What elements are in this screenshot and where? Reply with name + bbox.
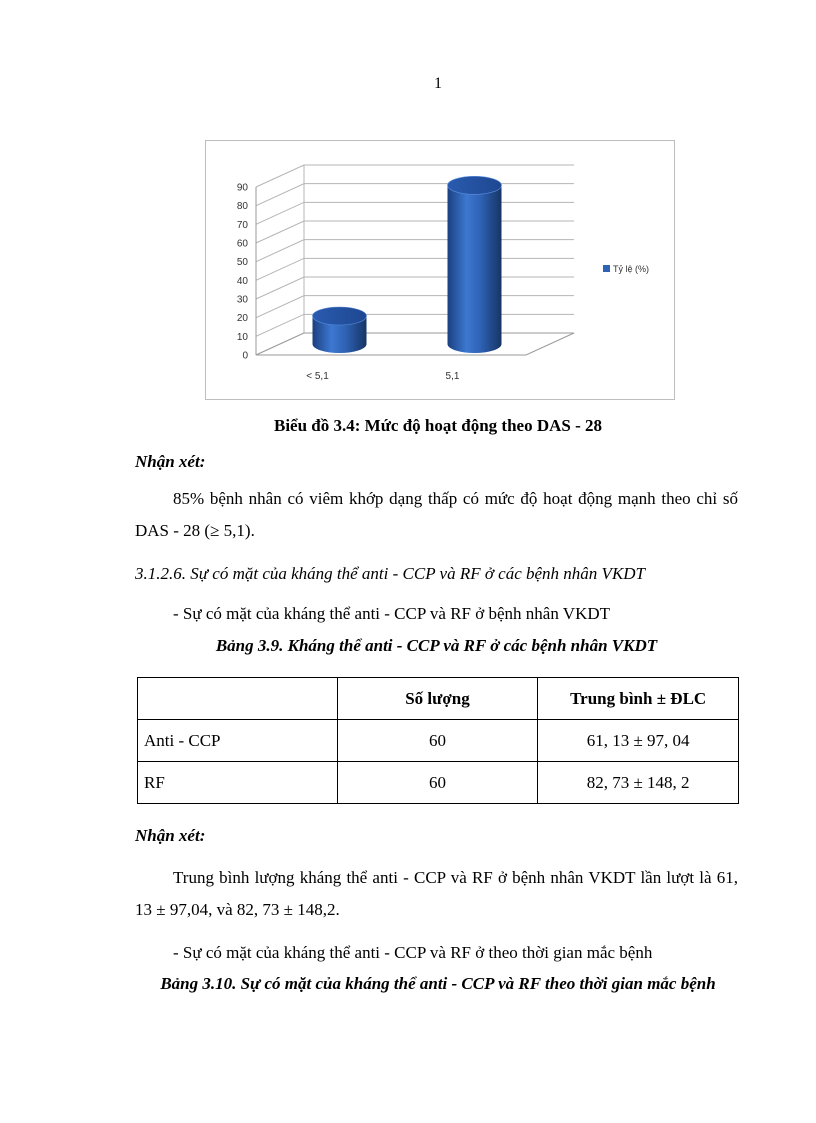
y-tick-label: 10 <box>236 331 248 343</box>
section-heading: 3.1.2.6. Sự có mặt của kháng thể anti - CCP và RF ở các bệnh nhân VKDT <box>135 564 646 583</box>
remark-label: Nhận xét: <box>135 826 206 845</box>
legend-label: Tỷ lệ (%) <box>613 264 649 274</box>
table-caption: Bảng 3.9. Kháng thể anti - CCP và RF ở các bệnh nhân VKDT <box>215 636 658 655</box>
y-tick-label: 80 <box>236 201 248 213</box>
y-tick-label: 20 <box>236 313 248 325</box>
legend-swatch <box>603 265 610 272</box>
table-cell: Anti - CCP <box>138 720 338 762</box>
table-cell: 61, 13 ± 97, 04 <box>538 720 739 762</box>
bar-cylinder-top <box>448 176 502 194</box>
y-tick-label: 30 <box>236 294 248 306</box>
x-category-label: 5,1 <box>445 371 460 382</box>
table-cell: 60 <box>337 762 538 804</box>
y-tick-label: 90 <box>236 182 248 194</box>
remark-label: Nhận xét: <box>135 452 206 471</box>
y-tick-label: 0 <box>242 350 248 362</box>
chart-canvas <box>206 141 674 399</box>
x-category-label: < 5,1 <box>306 371 329 382</box>
bar-cylinder <box>448 185 502 353</box>
bullet-text: - Sự có mặt của kháng thể anti - CCP và RF ở bệnh nhân VKDT <box>173 604 611 623</box>
bar-chart <box>205 140 675 400</box>
bar-cylinder-top <box>313 307 367 325</box>
table-header-cell: Số lượng <box>337 678 538 720</box>
chart-floor <box>256 333 574 355</box>
y-tick-label: 40 <box>236 275 248 287</box>
table-cell: RF <box>138 762 338 804</box>
table-cell: 60 <box>337 720 538 762</box>
remark-text: Trung bình lượng kháng thể anti - CCP và RF ở bệnh nhân VKDT lần lượt là 61, 13 ± 97,04, và 82, 73 ± 148,2. <box>135 868 738 919</box>
y-tick-label: 60 <box>236 238 248 250</box>
table-header-cell <box>138 678 338 720</box>
remark-text: 85% bệnh nhân có viêm khớp dạng thấp có mức độ hoạt động mạnh theo chỉ số DAS - 28 (≥ 5,1). <box>135 489 738 540</box>
table-cell: 82, 73 ± 148, 2 <box>538 762 739 804</box>
y-tick-label: 70 <box>236 219 248 231</box>
table-header-row <box>138 678 739 720</box>
bullet-text: - Sự có mặt của kháng thể anti - CCP và RF ở theo thời gian mắc bệnh <box>173 943 653 962</box>
chart-caption: Biểu đồ 3.4: Mức độ hoạt động theo DAS - 28 <box>273 416 603 435</box>
table-row <box>138 720 739 762</box>
table-header-cell: Trung bình ± ĐLC <box>538 678 739 720</box>
y-tick-label: 50 <box>236 257 248 269</box>
data-table <box>137 677 739 804</box>
page-number: 1 <box>434 75 442 92</box>
table-caption: Bảng 3.10. Sự có mặt của kháng thể anti - CCP và RF theo thời gian mắc bệnh <box>160 974 716 993</box>
table-row <box>138 762 739 804</box>
